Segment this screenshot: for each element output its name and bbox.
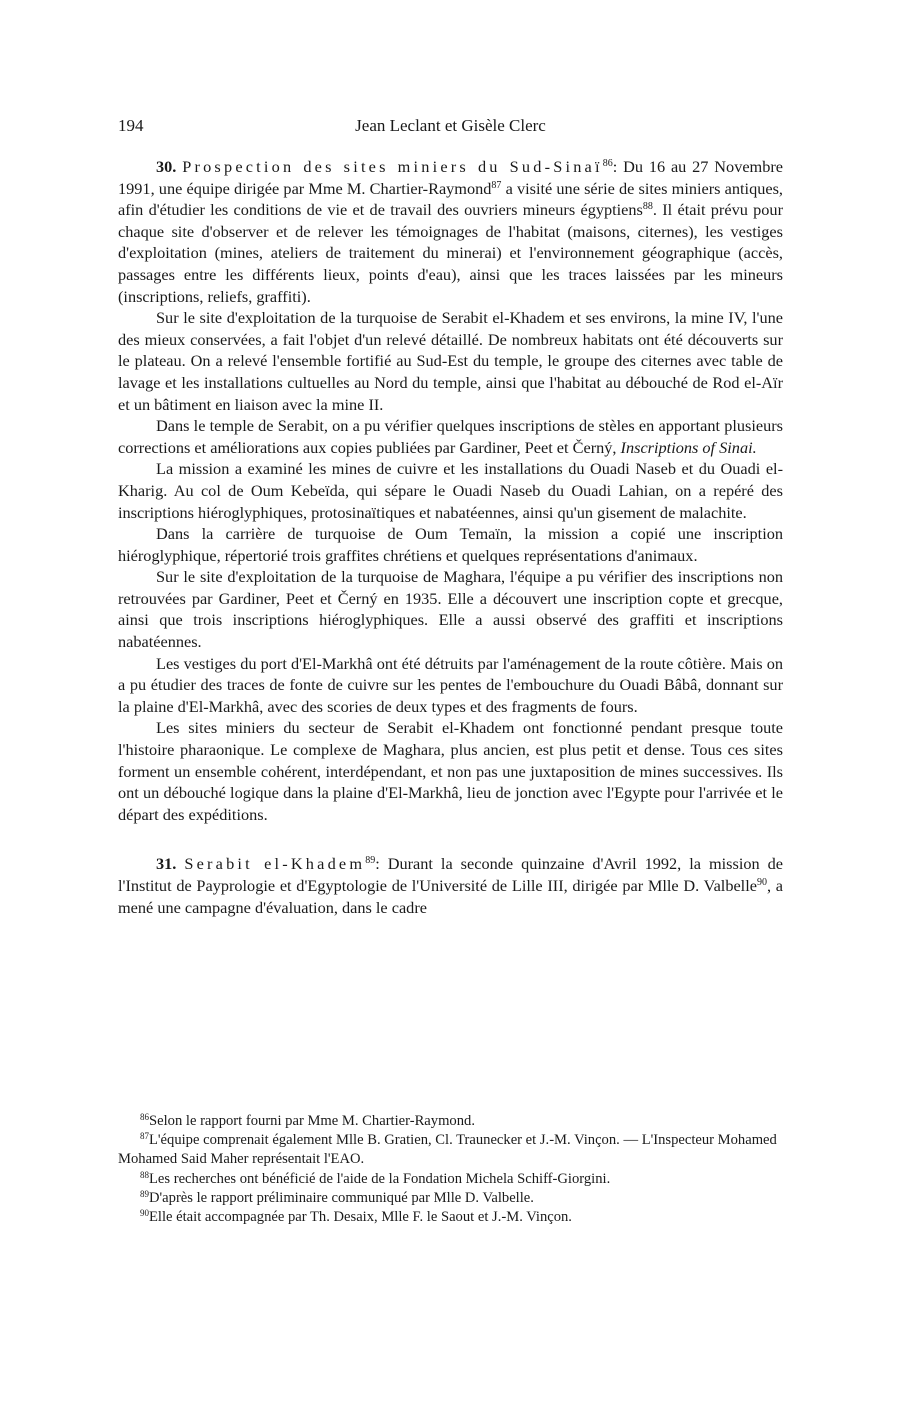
footnote — [118, 1189, 783, 1208]
paragraph-text: , a mené une campagne d'évaluation, dans le cadre — [118, 876, 783, 917]
footnote-number: 88 — [140, 1169, 149, 1180]
footnote-text: Selon le rapport fourni par Mme M. Chartier-Raymond. — [149, 1113, 475, 1129]
paragraph — [118, 156, 783, 307]
paragraph-text: . Il était prévu pour chaque site d'observer et de relever les témoignages de l'habitat (maisons, citernes), les vestiges d'exploitation (mines, ateliers de traitement du minerai) et l'environnement géographique (accès, passages entre les différents lieux, points d'eau), ainsi que les traces laissées par les mineurs (inscriptions, reliefs, graffiti). — [118, 200, 783, 306]
paragraph — [118, 853, 783, 918]
footnote-text: D'après le rapport préliminaire communiqué par Mlle D. Valbelle. — [149, 1189, 534, 1206]
paragraph-text: a visité une série de sites miniers antiques, afin d'étudier les conditions de vie et de travail des ouvriers mineurs égyptiens — [118, 178, 783, 220]
footnote — [118, 1170, 783, 1189]
paragraph: Dans la carrière de turquoise de Oum Temaïn, la mission a copié une inscription hiéroglyphique, répertorié trois graffites chrétiens et quelques représentations d'animaux. — [118, 524, 783, 565]
footnote-ref[interactable]: 86 — [602, 158, 613, 169]
footnote-text: L'équipe comprenait également Mlle B. Gratien, Cl. Traunecker et J.-M. Vinçon. — L'Inspecteur Mohamed Mohamed Said Maher représentait l'EAO. — [118, 1132, 777, 1168]
footnote-number: 86 — [140, 1112, 149, 1122]
footnote-ref[interactable]: 89 — [365, 855, 376, 867]
paragraph: Sur le site d'exploitation de la turquoise de Maghara, l'équipe a pu vérifier des inscriptions non retrouvées par Gardiner, Peet et Černý en 1935. Elle a découvert une inscription copte et grecque, ainsi que trois inscriptions hiéroglyphiques. Elle a aussi observé des graffiti et inscriptions nabatéennes. — [118, 567, 783, 652]
footnote-text: Les recherches ont bénéficié de l'aide de la Fondation Michela Schiff-Giorgini. — [149, 1170, 611, 1187]
paragraph: Sur le site d'exploitation de la turquoise de Serabit el-Khadem et ses environs, la mine IV, l'une des mieux conservées, a fait l'objet d'un relevé détaillé. De nombreux habitats ont été découverts sur le plateau. On a relevé l'ensemble fortifié au Sud-Est du temple, le groupe des citernes avec table de lavage et les installations cultuelles au Nord du temple, ainsi que l'habitat au débouché de Rod el-Aïr et un bâtiment en liaison avec la mine II. — [118, 308, 783, 414]
paragraph: La mission a examiné les mines de cuivre et les installations du Ouadi Naseb et du Ouadi el-Kharig. Au col de Oum Kebeïda, qui sépare le Ouadi Naseb du Ouadi Lahian, on a repéré des inscriptions hiéroglyphiques, protosinaïtiques et nabatéennes, ainsi qu'un gisement de malachite. — [118, 459, 783, 522]
footnote — [118, 1112, 783, 1131]
paragraph-text: : Du 16 au 27 Novembre 1991, une équipe dirigée par Mme M. Chartier-Raymond — [118, 157, 784, 198]
footnote-number: 89 — [140, 1188, 149, 1199]
section-title: Prospection des sites miniers du Sud-Sinaï — [182, 157, 603, 176]
paragraph-text: : Durant la seconde quinzaine d'Avril 1992, la mission de l'Institut de Payprologie et d'Egyptologie de l'Université de Lille III, dirigée par Mlle D. Valbelle — [118, 854, 783, 895]
paragraph: Les vestiges du port d'El-Markhâ ont été détruits par l'aménagement de la route côtière. Mais on a pu étudier des traces de fonte de cuivre sur les pentes de l'embouchure du Ouadi Bâbâ, donnant sur la plaine d'El-Markhâ, avec des scories de deux types et des fragments de fours. — [118, 653, 783, 716]
footnote-ref[interactable]: 88 — [642, 201, 653, 213]
footnote-number: 87 — [140, 1131, 149, 1142]
running-header — [118, 112, 783, 142]
footnote — [118, 1208, 783, 1227]
section-number: 31. — [156, 854, 177, 874]
footnote — [118, 1131, 783, 1169]
footnote-number: 90 — [140, 1208, 149, 1219]
page-body — [118, 112, 783, 918]
section-30 — [118, 156, 783, 825]
footnote-ref[interactable]: 87 — [491, 179, 502, 191]
footnote-ref[interactable]: 90 — [756, 877, 767, 888]
paragraph-text: Dans le temple de Serabit, on a pu vérifier quelques inscriptions de stèles en apportant plusieurs corrections et améliorations aux copies publiées par Gardiner, Peet et Černý, — [118, 416, 783, 457]
paragraph — [118, 415, 783, 458]
running-title: Jean Leclant et Gisèle Clerc — [355, 116, 546, 135]
section-title: Serabit el-Khadem — [184, 854, 366, 874]
section-number: 30. — [156, 157, 177, 176]
footnotes — [118, 1112, 783, 1227]
paragraph: Les sites miniers du secteur de Serabit el-Khadem ont fonctionné pendant presque toute l'histoire pharaonique. Le complexe de Maghara, plus ancien, est plus petit et dense. Tous ces sites forment un ensemble cohérent, interdépendant, et non pas une juxtaposition de mines successives. Ils ont un débouché logique dans la plaine d'El-Markhâ, lieu de jonction avec l'Egypte pour l'arrivée et le départ des expéditions. — [118, 718, 783, 824]
section-31 — [118, 853, 783, 918]
book-title: Inscriptions of Sinai. — [620, 437, 757, 457]
page-number: 194 — [118, 116, 144, 135]
footnote-text: Elle était accompagnée par Th. Desaix, Mlle F. le Saout et J.-M. Vinçon. — [149, 1209, 572, 1226]
